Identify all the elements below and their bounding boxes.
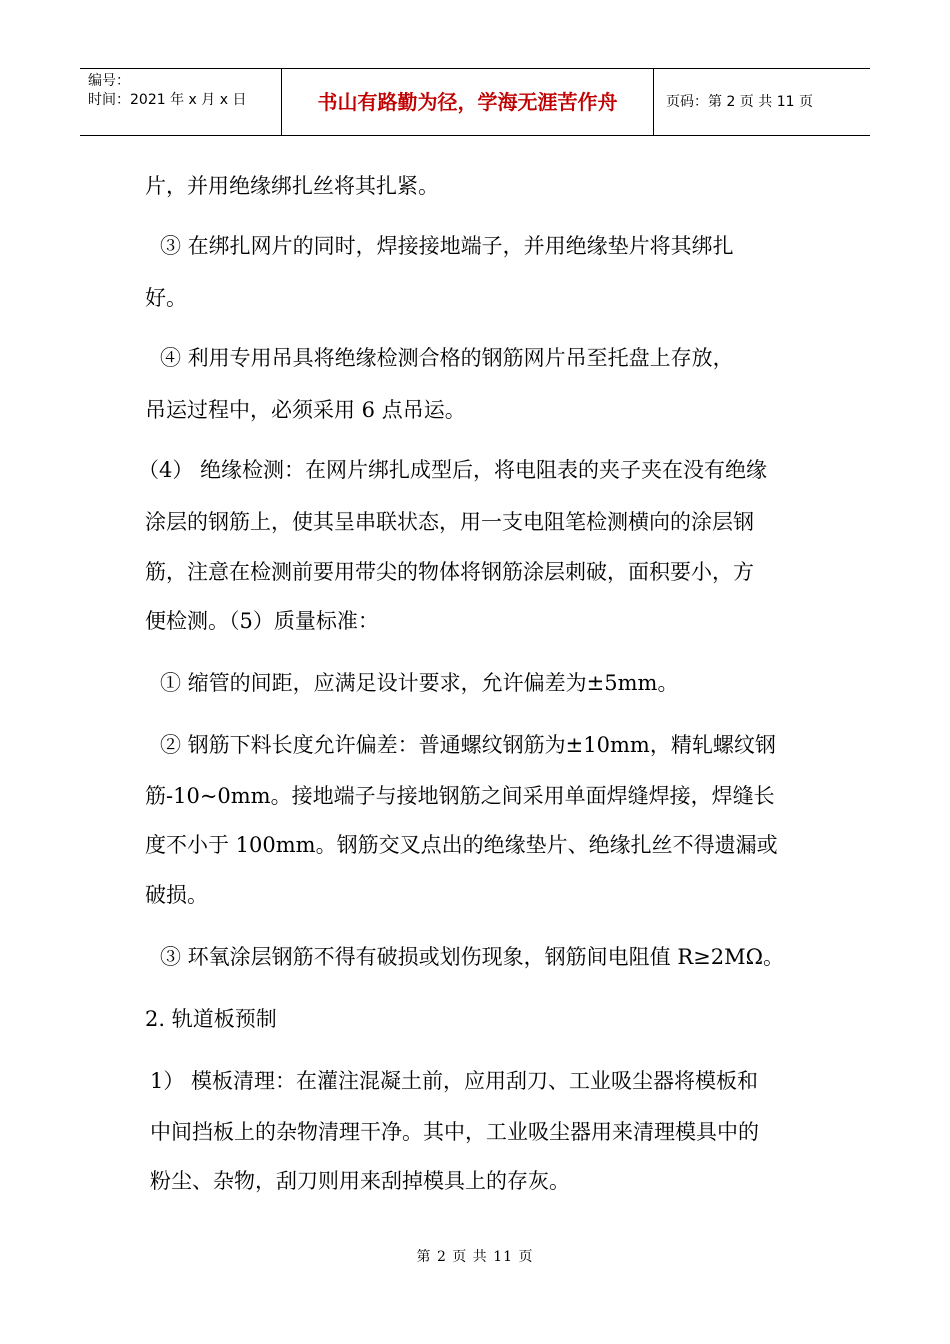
body-line: 涂层的钢筋上，使其呈串联状态，用一支电阻笔检测横向的涂层钢 <box>145 510 754 534</box>
body-line: ① 缩管的间距，应满足设计要求，允许偏差为±5mm。 <box>160 671 679 695</box>
page-header <box>80 68 870 136</box>
body-line: 度不小于 100mm。钢筋交叉点出的绝缘垫片、绝缘扎丝不得遗漏或 <box>145 833 778 857</box>
body-line: 中间挡板上的杂物清理干净。其中，工业吸尘器用来清理模具中的 <box>150 1120 759 1144</box>
section-heading: 2. 轨道板预制 <box>145 1007 277 1031</box>
body-line: ③ 在绑扎网片的同时，焊接接地端子，并用绝缘垫片将其绑扎 <box>160 234 734 258</box>
document-number-label: 编号： <box>88 73 130 89</box>
header-meta <box>80 69 282 135</box>
body-line: 1） 模板清理：在灌注混凝土前，应用刮刀、工业吸尘器将模板和 <box>150 1069 759 1093</box>
body-line: 筋，注意在检测前要用带尖的物体将钢筋涂层刺破，面积要小，方 <box>145 560 754 584</box>
body-line: ② 钢筋下料长度允许偏差：普通螺纹钢筋为±10mm，精轧螺纹钢 <box>160 733 776 757</box>
body-line: 筋-10~0mm。接地端子与接地钢筋之间采用单面焊缝焊接，焊缝长 <box>145 784 775 808</box>
body-line: 破损。 <box>145 883 208 907</box>
document-date: 时间：2021 年 x 月 x 日 <box>88 92 247 108</box>
header-page-info: 页码：第 2 页 共 11 页 <box>666 94 813 110</box>
body-line: 好。 <box>145 286 187 310</box>
header-motto: 书山有路勤为径，学海无涯苦作舟 <box>282 69 654 135</box>
body-line: 吊运过程中，必须采用 6 点吊运。 <box>145 398 466 422</box>
body-line: 粉尘、杂物，刮刀则用来刮掉模具上的存灰。 <box>150 1169 570 1193</box>
body-line: 片，并用绝缘绑扎丝将其扎紧。 <box>145 174 439 198</box>
body-line: ③ 环氧涂层钢筋不得有破损或划伤现象，钢筋间电阻值 R≥2MΩ。 <box>160 945 785 969</box>
body-line: 便检测。（5）质量标准： <box>145 609 379 633</box>
page-footer: 第 2 页 共 11 页 <box>416 1249 534 1265</box>
body-line: （4） 绝缘检测：在网片绑扎成型后，将电阻表的夹子夹在没有绝缘 <box>138 458 768 482</box>
body-line: ④ 利用专用吊具将绝缘检测合格的钢筋网片吊至托盘上存放， <box>160 346 734 370</box>
